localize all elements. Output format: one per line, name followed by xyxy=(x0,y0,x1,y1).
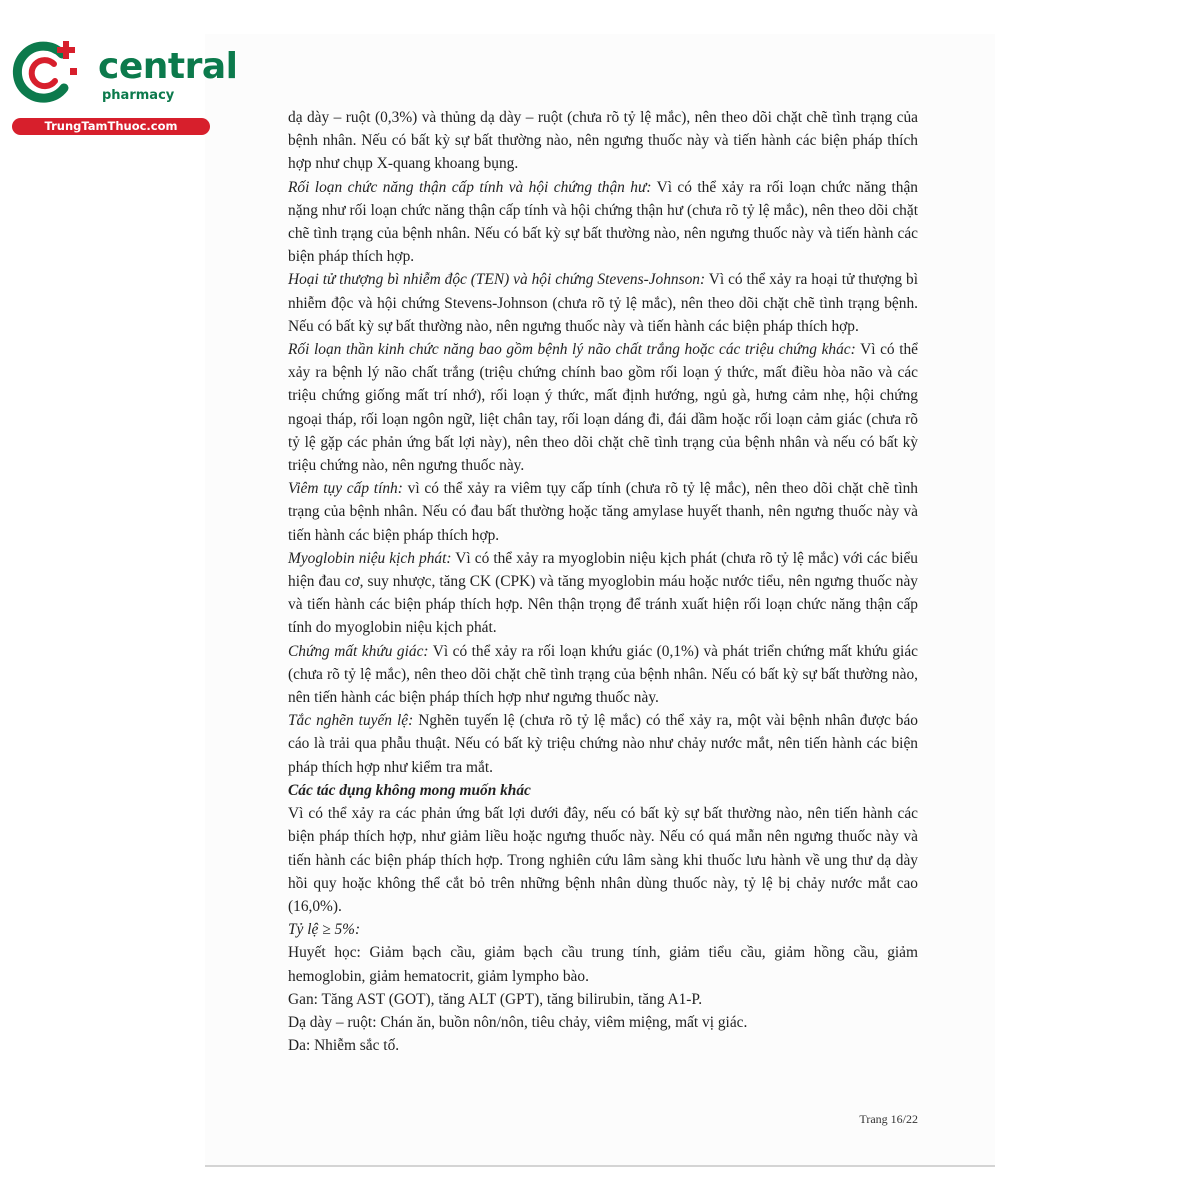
paragraph-renal xyxy=(288,176,918,269)
text-lacrimal: Nghẽn tuyến lệ (chưa rõ tỷ lệ mắc) có thể xảy ra, một vài bệnh nhân được báo cáo là trải qua phẫu thuật. Nếu có bất kỳ triệu chứng nào như chảy nước mắt, nên tiến hành các biện pháp thích hợp như kiểm tra mắt. xyxy=(288,712,918,776)
heading-myoglobin: Myoglobin niệu kịch phát: xyxy=(288,549,452,567)
text-ten: Vì có thể xảy ra hoại tử thượng bì nhiễm độc và hội chứng Stevens-Johnson (chưa rõ tỷ lệ mắc), nên theo dõi chặt chẽ tình trạng bệnh. Nếu có bất kỳ sự bất thường nào, nên ngưng thuốc này và tiến hành các biện pháp thích hợp. xyxy=(288,271,918,335)
central-pharmacy-logo xyxy=(10,38,238,138)
brand-subtitle: pharmacy xyxy=(102,88,175,103)
paragraph-myoglobin xyxy=(288,547,918,640)
item-gi: Dạ dày – ruột: Chán ăn, buồn nôn/nôn, tiêu chảy, viêm miệng, mất vị giác. xyxy=(288,1013,748,1031)
heading-pancreatitis: Viêm tụy cấp tính: xyxy=(288,480,403,498)
section-heading-other-effects: Các tác dụng không mong muốn khác xyxy=(288,781,531,799)
text-anosmia: Vì có thể xảy ra rối loạn khứu giác (0,1%) và phát triển chứng mất khứu giác (chưa rõ tỷ lệ mắc), nên theo dõi chặt chẽ tình trạng của bệnh nhân. Nếu có bất kỳ sự bất thường nào, nên tiến hành các biện pháp thích hợp như ngưng thuốc này. xyxy=(288,642,918,707)
heading-neuro: Rối loạn thần kinh chức năng bao gồm bệnh lý não chất trắng hoặc các triệu chứng khác: xyxy=(288,341,856,359)
item-liver: Gan: Tăng AST (GOT), tăng ALT (GPT), tăng bilirubin, tăng A1-P. xyxy=(288,990,703,1008)
heading-anosmia: Chứng mất khứu giác: xyxy=(288,642,429,660)
pharmacy-c-cross-icon xyxy=(10,38,80,108)
text-neuro: Vì có thể xảy ra bệnh lý não chất trắng (triệu chứng chính bao gồm rối loạn ý thức, mất điều hòa não và các triệu chứng giống mất trí nhớ), rối loạn ý thức, mất định hướng, ngủ gà, hưng cảm nhẹ, hội chứng ngoại tháp, rối loạn ngôn ngữ, liệt chân tay, rối loạn dáng đi, đái dầm hoặc rối loạn cảm giác (chưa rõ tỷ lệ gặp các phản ứng bất lợi này), nên theo dõi chặt chẽ tình trạng của bệnh nhân và nếu có bất kỳ triệu chứng nào, nên ngưng thuốc này. xyxy=(288,341,918,475)
page-number: Trang 16/22 xyxy=(859,1112,918,1126)
text-renal: Vì có thể xảy ra rối loạn chức năng thận nặng như rối loạn chức năng thận cấp tính và hội chứng thận hư (chưa rõ tỷ lệ mắc), nên theo dõi chặt chẽ tình trạng của bệnh nhân. Nếu có bất kỳ sự bất thường nào, nên ngưng thuốc này và tiến hành các biện pháp thích hợp. xyxy=(288,178,918,266)
paragraph-other-effects: Vì có thể xảy ra các phản ứng bất lợi dưới đây, nếu có bất kỳ sự bất thường nào, nên tiến hành các biện pháp thích hợp, như giảm liều hoặc ngưng thuốc này. Nếu có quá mẫn nên ngưng thuốc này và tiến hành các biện pháp thích hợp. Trong nghiên cứu lâm sàng khi thuốc lưu hành về ung thư dạ dày hồi quy hoặc không thể cắt bỏ trên những bệnh nhân dùng thuốc này, tỷ lệ bị chảy nước mắt cao (16,0%). xyxy=(288,805,918,915)
heading-renal: Rối loạn chức năng thận cấp tính và hội chứng thận hư: xyxy=(288,178,652,196)
text-pancreatitis: vì có thể xảy ra viêm tụy cấp tính (chưa rõ tỷ lệ mắc), nên theo dõi chặt chẽ tình trạng của bệnh nhân. Nếu có đau bất thường hoặc tăng amylase huyết thanh, nên ngưng thuốc này và tiến hành các biện pháp thích hợp. xyxy=(288,480,918,544)
paragraph-anosmia xyxy=(288,640,918,710)
heading-rate: Tỷ lệ ≥ 5%: xyxy=(288,921,361,939)
website-badge[interactable]: TrungTamThuoc.com xyxy=(12,118,210,135)
heading-lacrimal: Tắc nghẽn tuyến lệ: xyxy=(288,712,414,730)
heading-ten: Hoại tử thượng bì nhiễm độc (TEN) và hội chứng Stevens-Johnson: xyxy=(288,271,706,289)
document-body xyxy=(288,106,918,1057)
brand-name: central xyxy=(98,46,238,87)
paragraph-ten xyxy=(288,268,918,338)
item-blood: Huyết học: Giảm bạch cầu, giảm bạch cầu trung tính, giảm tiểu cầu, giảm hồng cầu, giảm hemoglobin, giảm hematocrit, giảm lympho bào. xyxy=(288,944,918,985)
paragraph-gi-perforation: dạ dày – ruột (0,3%) và thủng dạ dày – ruột (chưa rõ tỷ lệ mắc), nên theo dõi chặt chẽ tình trạng của bệnh nhân. Nếu có bất kỳ sự bất thường nào, nên ngưng thuốc này và tiến hành các biện pháp thích hợp như chụp X-quang khoang bụng. xyxy=(288,109,918,173)
text-myoglobin: Vì có thể xảy ra myoglobin niệu kịch phát (chưa rõ tỷ lệ mắc) với các biểu hiện đau cơ, suy nhược, tăng CK (CPK) và tăng myoglobin máu hoặc nước tiểu, nên ngưng thuốc này và tiến hành các biện pháp thích hợp. Nên thận trọng để tránh xuất hiện rối loạn chức năng thận cấp tính do myoglobin niệu kịch phát. xyxy=(288,549,918,637)
item-skin: Da: Nhiễm sắc tố. xyxy=(288,1037,400,1055)
paragraph-lacrimal xyxy=(288,709,918,779)
paragraph-neuro xyxy=(288,338,918,477)
paragraph-pancreatitis xyxy=(288,477,918,547)
